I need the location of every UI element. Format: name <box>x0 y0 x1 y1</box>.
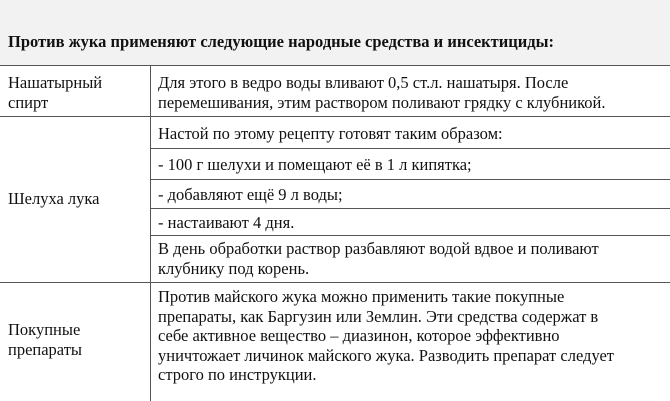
row-text: - настаивают 4 дня. <box>158 213 295 232</box>
table-title: Против жука применяют следующие народные средства и инсектициды: <box>8 32 555 51</box>
row-text: - 100 г шелухи и помещают её в 1 л кипятка; <box>158 155 472 174</box>
row-text: Против майского жука можно применить такие покупные препараты, как Баргузин или Землин. Эти средства содержат в себе активное вещество – диазинон, которое эффективно уничтожает личинок майского жука. Разводить препарат следует строго по инструкции. <box>158 287 615 384</box>
sub-row-divider <box>150 208 670 209</box>
row-label: Нашатырный спирт <box>8 73 103 112</box>
table-header <box>0 0 670 66</box>
column-divider <box>150 66 151 401</box>
row-divider <box>0 116 670 117</box>
sub-row-divider <box>150 179 670 180</box>
sub-row-divider <box>150 148 670 149</box>
row-text: Для этого в ведро воды вливают 0,5 ст.л. нашатыря. После перемешивания, этим раствором поливают грядку с клубникой. <box>158 73 606 112</box>
row-label: Покупные препараты <box>8 320 83 359</box>
row-text: Настой по этому рецепту готовят таким образом: <box>158 124 503 143</box>
row-label: Шелуха лука <box>8 189 100 208</box>
row-text: В день обработки раствор разбавляют водой вдвое и поливают клубнику под корень. <box>158 239 599 278</box>
sub-row-divider <box>150 235 670 236</box>
row-text: - добавляют ещё 9 л воды; <box>158 185 343 204</box>
row-divider <box>0 282 670 283</box>
